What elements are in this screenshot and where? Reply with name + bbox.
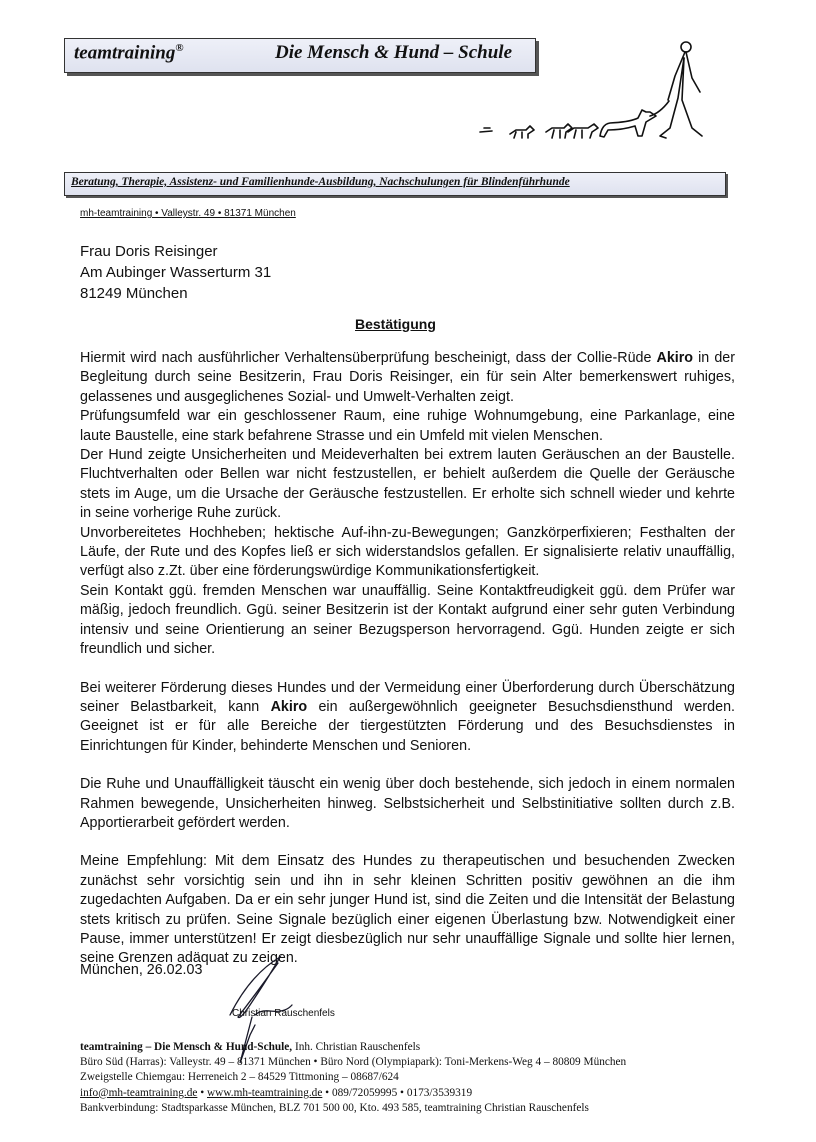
paragraph-suitability (80, 679, 735, 757)
person-right-leg (682, 58, 702, 136)
brand-name (74, 42, 184, 64)
footer-offices: Büro Süd (Harras): Valleystr. 49 – 81371 München • Büro Nord (Olympiapark): Toni-Merkens-Weg 4 – 80809 München (80, 1056, 627, 1069)
paragraph-intro (80, 349, 735, 407)
paragraph-gap (80, 756, 735, 775)
paragraph-handling: Unvorbereitetes Hochheben; hektische Auf-ihn-zu-Bewegungen; Ganzkörperfixieren; Festhalten der Läufe, der Rute und des Kopfes ließ er sich widerstandslos gefallen. Er signalisierte relativ unauffällig, verfügt also z.Zt. über eine förderungswürdige Kommunikationsfertigkeit. (80, 524, 735, 580)
separator: • (197, 1086, 207, 1099)
text-span: Hiermit wird nach ausführlicher Verhaltensüberprüfung bescheinigt, dass der Collie-Rüde (80, 350, 657, 366)
letter-body (80, 349, 735, 969)
footer-bank: Bankverbindung: Stadtsparkasse München, BLZ 701 500 00, Kto. 493 585, teamtraining Christian Rauschenfels (80, 1101, 589, 1114)
person-right-arm (686, 52, 700, 92)
text-span: ein außergewöhnlich geeigneter Besuchsdiensthund werden. Geeignet ist er für alle Bereiche der tiergestützten Förderung und des Besuchsdienstes in Einrichtungen für Kinder, behinderte Menschen und Senioren. (80, 698, 735, 754)
dog-name: Akiro (656, 350, 694, 366)
paragraph-gap (80, 833, 735, 852)
phone-numbers: • 089/72059995 • 0173/3539319 (322, 1086, 473, 1099)
footer-company-name: teamtraining – Die Mensch & Hund-Schule, (80, 1041, 293, 1053)
letterhead-banner (64, 38, 536, 73)
person-left-leg (660, 58, 684, 138)
paragraph-insecurities: Die Ruhe und Unauffälligkeit täuscht ein wenig über doch bestehende, sich jedoch in einem normalen Rahmen bewegende, Unsicherheiten hinweg. Selbstsicherheit und Selbstinitiative sollten durch z.B. Apportierarbeit gefördert werden. (80, 776, 735, 831)
text-span: Bei weiterer Förderung dieses Hundes und der Vermeidung einer Überforderung durch Überschätzung seiner Belastbarkeit, kann (80, 679, 735, 715)
letter-footer (80, 1040, 626, 1116)
recipient-city: 81249 München (80, 285, 188, 302)
footer-owner: Inh. Christian Rauschenfels (292, 1041, 421, 1053)
website-link[interactable]: www.mh-teamtraining.de (207, 1086, 323, 1099)
recipient-street: Am Aubinger Wasserturm 31 (80, 264, 272, 281)
footer-contact (80, 1086, 626, 1101)
paragraph-social-contact: Sein Kontakt ggü. fremden Menschen war unauffällig. Seine Kontaktfreudigkeit ggü. dem Prüfer war mäßig, jedoch freundlich. Ggü. seiner Besitzerin ist der Kontakt aufgrund einer sehr guten Verbindung intensiv und seine Orientierung an seiner Bezugsperson hervorragend. Ggü. Hunden zeigte er sich freundlich und sicher. (80, 582, 735, 658)
registered-mark: ® (175, 42, 184, 54)
paragraph-noise-reaction: Der Hund zeigte Unsicherheiten und Meideverhalten bei extrem lauten Geräuschen an der Baustelle. Fluchtverhalten oder Bellen war nicht festzustellen, er behielt außerdem die Quelle der Geräusche stets im Auge, um die Ursache der Geräusche festzustellen. Er erholte sich schnell wieder und kehrte in seine vorherige Ruhe zurück. (80, 447, 735, 522)
person-head (681, 42, 691, 52)
person-walking-dogs-illustration-icon (470, 38, 720, 158)
text-span: in der Begleitung durch seine Besitzerin, Frau Doris Reisinger, ein für sein Alter bemerkenswert ruhiges, gelassenes und ausgeglichenes Sozial- und Umwelt-Verhalten zeigt. (80, 350, 735, 405)
motion-lines (480, 128, 492, 132)
paragraph-recommendation: Meine Empfehlung: Mit dem Einsatz des Hundes zu therapeutischen und besuchenden Zwecken zunächst sehr vorsichtig sein und ihn in sehr kleinen Schritten positiv gewöhnen an die ihm zugedachten Aufgaben. Da er ein sehr junger Hund ist, sind die Zeiten und die Intensität der Belastung stets kritisch zu prüfen. Seine Signale bezüglich einer eigenen Überlastung bzw. Notwendigkeit einer Pause, immer unterstützen! Er zeigt diesbezüglich nur sehr unauffällige Signale und sollte hier lernen, seine Grenzen adäquat zu zeigen. (80, 853, 735, 967)
paragraph-gap (80, 660, 735, 679)
return-address: mh-teamtraining • Valleystr. 49 • 81371 München (80, 208, 296, 219)
large-dog (600, 110, 656, 137)
small-dog-1 (568, 124, 598, 138)
footer-branch: Zweigstelle Chiemgau: Herreneich 2 – 84529 Tittmoning – 08687/624 (80, 1071, 399, 1084)
tagline-banner (64, 172, 726, 196)
tagline: Beratung, Therapie, Assistenz- und Familienhunde-Ausbildung, Nachschulungen für Blindenführhunde (71, 176, 570, 188)
letter-subject: Bestätigung (355, 316, 436, 332)
paragraph-test-environment: Prüfungsumfeld war ein geschlossener Raum, eine ruhige Wohnumgebung, eine Parkanlage, eine laute Baustelle, eine stark befahrene Strasse und ein Umfeld mit vielen Menschen. (80, 408, 735, 444)
brand-text: teamtraining (74, 42, 176, 64)
dog-name: Akiro (270, 698, 308, 715)
school-name: Die Mensch & Hund – Schule (275, 42, 513, 63)
signer-name: Christian Rauschenfels (232, 1008, 335, 1019)
email-link[interactable]: info@mh-teamtraining.de (80, 1086, 198, 1099)
recipient-name: Frau Doris Reisinger (80, 243, 218, 260)
recipient-address (80, 241, 271, 304)
small-dog-2 (546, 124, 572, 138)
footer-company (80, 1040, 626, 1055)
small-dog-3 (510, 126, 534, 138)
place-and-date: München, 26.02.03 (80, 962, 203, 978)
